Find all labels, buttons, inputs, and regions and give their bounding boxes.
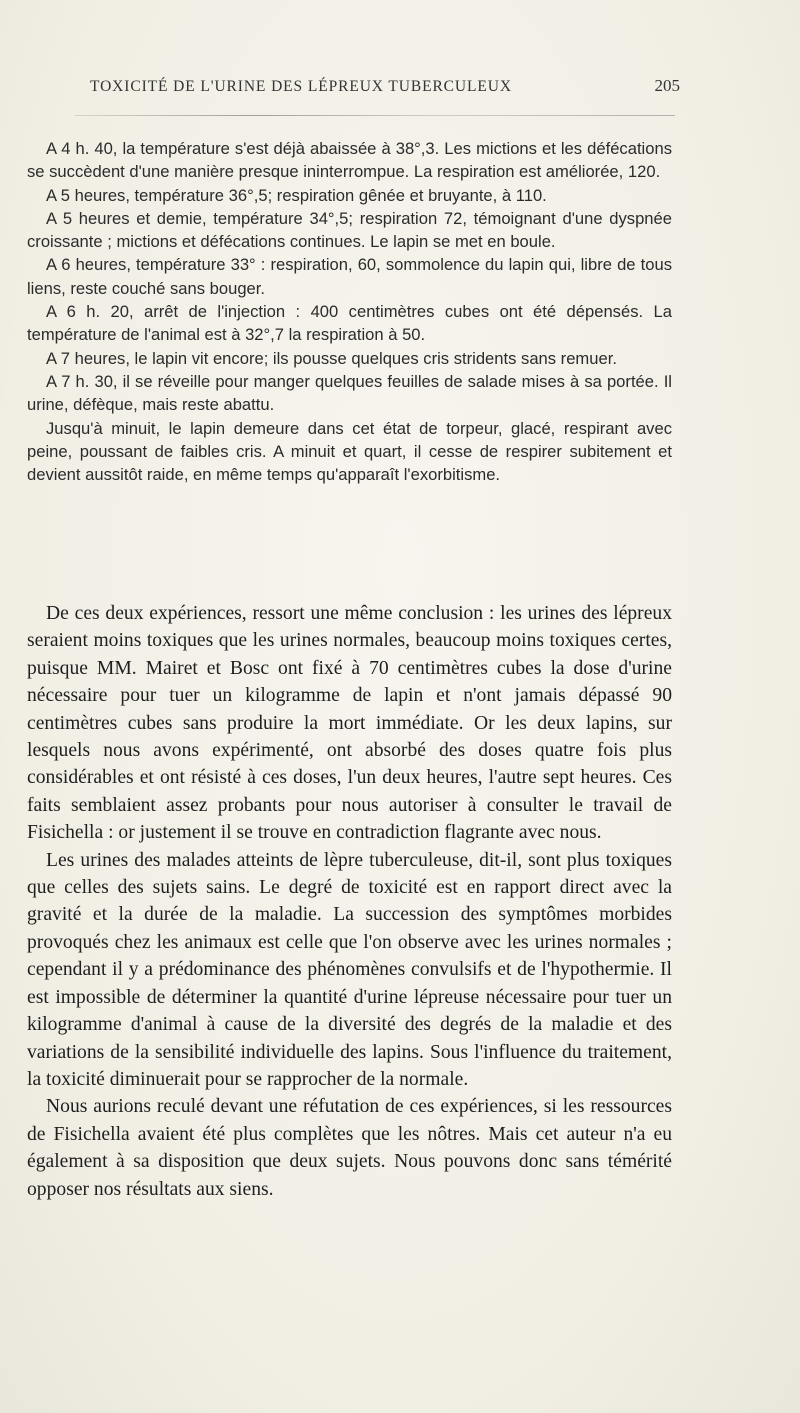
body-paragraph: Les urines des malades atteints de lèpre tuberculeuse, dit-il, sont plus toxiques que celles des sujets sains. Le degré de toxicité est en rapport direct avec la gravité et la durée de la maladie. La succession des symptômes morbides provoqués chez les animaux est celle que l'on observe avec les urines normales ; cependant il y a prédominance des phénomènes convulsifs et de l'hypothermie. Il est impossible de déterminer la quantité d'urine lépreuse nécessaire pour tuer un kilogramme d'animal à cause de la diversité des degrés de la maladie et des variations de la sensibilité individuelle des lapins. Sous l'influence du traitement, la toxicité diminuerait pour se rapprocher de la normale. (27, 849, 672, 1090)
note-paragraph: A 6 h. 20, arrêt de l'injection : 400 centimètres cubes ont été dépensés. La température de l'animal est à 32°,7 la respiration à 50. (27, 302, 672, 345)
experiment-notes (27, 137, 672, 486)
running-head: TOXICITÉ DE L'URINE DES LÉPREUX TUBERCULEUX (90, 78, 512, 95)
note-paragraph: A 5 heures, température 36°,5; respiration gênée et bruyante, à 110. (46, 185, 547, 205)
page-number: 205 (654, 76, 680, 95)
note-paragraph: A 7 heures, le lapin vit encore; ils pousse quelques cris stridents sans remuer. (46, 348, 617, 368)
header-rule (75, 115, 675, 116)
body-paragraph: Nous aurions reculé devant une réfutation de ces expériences, si les ressources de Fisichella avaient été plus complètes que les nôtres. Mais cet auteur n'a eu également à sa disposition que deux sujets. Nous pouvons donc sans témérité opposer nos résultats aux siens. (27, 1096, 672, 1200)
note-paragraph: Jusqu'à minuit, le lapin demeure dans cet état de torpeur, glacé, respirant avec peine, poussant de faibles cris. A minuit et quart, il cesse de respirer subitement et devient aussitôt raide, en même temps qu'apparaît l'exorbitisme. (27, 418, 672, 485)
body-text (27, 600, 672, 1203)
note-paragraph: A 7 h. 30, il se réveille pour manger quelques feuilles de salade mises à sa portée. Il urine, défèque, mais reste abattu. (27, 371, 672, 415)
note-paragraph: A 4 h. 40, la température s'est déjà abaissée à 38°,3. Les mictions et les défécations se succèdent d'une manière presque ininterrompue. La respiration est améliorée, 120. (27, 139, 672, 182)
note-paragraph: A 5 heures et demie, température 34°,5; respiration 72, témoignant d'une dyspnée croissante ; mictions et défécations continues. Le lapin se met en boule. (27, 208, 672, 252)
body-paragraph: De ces deux expériences, ressort une même conclusion : les urines des lépreux seraient moins toxiques que les urines normales, beaucoup moins toxiques certes, puisque MM. Mairet et Bosc ont fixé à 70 centimètres cubes la dose d'urine nécessaire pour tuer un kilogramme de lapin et n'ont jamais dépassé 90 centimètres cubes sans produire la mort immédiate. Or les deux lapins, sur lesquels nous avons expérimenté, ont absorbé des doses quatre fois plus considérables et ont résisté à ces doses, l'un deux heures, l'autre sept heures. Ces faits semblaient assez probants pour nous autoriser à consulter le travail de Fisichella : or justement il se trouve en contradiction flagrante avec nous. (27, 603, 672, 844)
page-header (90, 78, 680, 102)
note-paragraph: A 6 heures, température 33° : respiration, 60, sommolence du lapin qui, libre de tous liens, reste couché sans bouger. (27, 255, 672, 298)
